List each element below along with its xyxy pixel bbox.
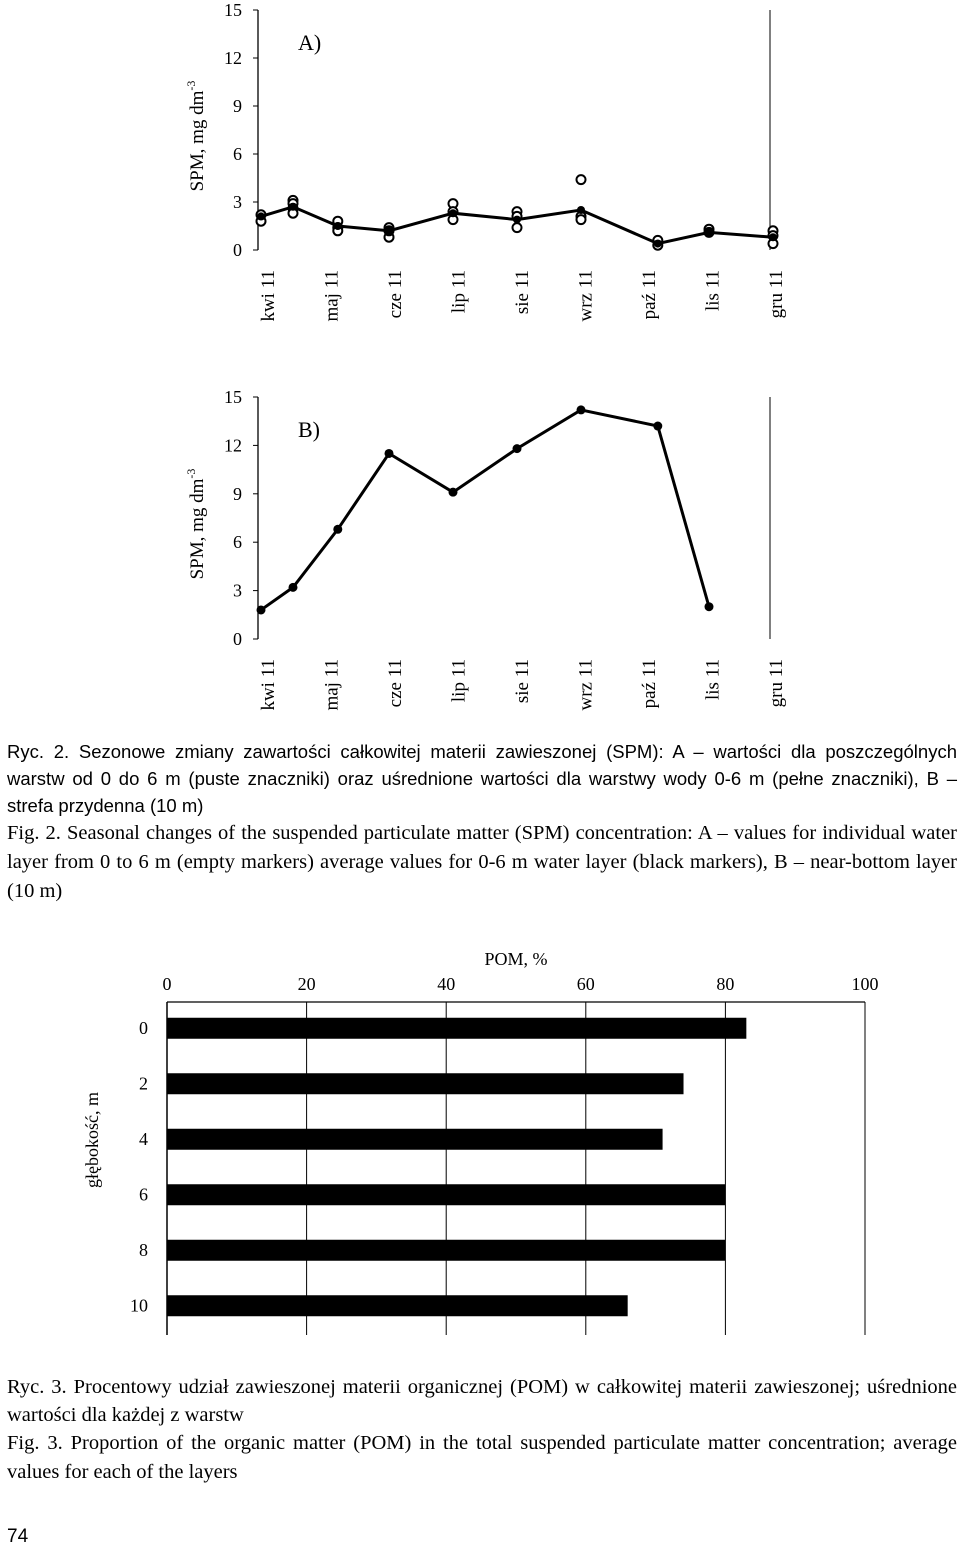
x-tick-label: lip 11: [448, 659, 470, 703]
x-tick-label: 0: [162, 974, 172, 994]
y-tick-label: 15: [224, 387, 242, 407]
mean-marker: [334, 222, 342, 230]
data-point: [385, 449, 394, 458]
mean-marker: [385, 227, 393, 235]
y-tick-label: 6: [139, 1184, 148, 1205]
mean-marker: [705, 228, 713, 236]
y-tick-label: 0: [233, 629, 242, 649]
bar: [167, 1295, 628, 1316]
y-tick-label: 0: [139, 1017, 148, 1038]
y-axis-label: [184, 469, 208, 580]
y-tick-label: 10: [130, 1295, 148, 1316]
x-tick-label: gru 11: [766, 659, 787, 708]
x-tick-label: lis 11: [702, 659, 724, 700]
x-tick-label: 100: [851, 974, 879, 994]
mean-marker: [257, 212, 265, 220]
y-axis-label: [184, 81, 208, 192]
data-point: [289, 583, 298, 592]
x-tick-label: cze 11: [385, 659, 406, 708]
open-marker: [513, 223, 522, 232]
mean-marker: [769, 233, 777, 241]
y-axis-label-unit-exponent: -3: [184, 80, 198, 91]
x-tick-label: paź 11: [639, 270, 660, 320]
mean-marker: [654, 240, 662, 248]
mean-marker: [449, 209, 457, 217]
series-line: [261, 410, 709, 610]
y-axis-label: głębokość, m: [82, 1092, 102, 1188]
chart-c-pom-depth: [0, 940, 960, 1360]
data-point: [333, 525, 342, 534]
y-tick-label: 8: [139, 1239, 148, 1260]
open-marker: [577, 215, 586, 224]
panel-label: B): [298, 417, 320, 442]
x-tick-label: lip 11: [448, 270, 470, 314]
x-axis-label: POM, %: [484, 949, 548, 969]
x-tick-label: gru 11: [766, 270, 787, 319]
x-tick-label: 20: [297, 974, 316, 994]
x-tick-label: kwi 11: [258, 270, 279, 322]
data-point: [257, 605, 266, 614]
figure-2-caption-english: Fig. 2. Seasonal changes of the suspended particulate matter (SPM) concentration: A – values for individual water layer from 0 to 6 m (empty markers) average values for 0-6 m water layer (black markers), B – near-bottom layer (10 m): [7, 822, 957, 902]
panel-label: A): [298, 30, 322, 55]
mean-marker: [513, 216, 521, 224]
bar: [167, 1073, 684, 1094]
y-tick-label: 6: [233, 144, 242, 164]
bar: [167, 1240, 725, 1261]
data-point: [449, 488, 458, 497]
y-tick-label: 0: [233, 240, 242, 260]
figure-2-caption: [7, 738, 957, 906]
data-point: [513, 444, 522, 453]
x-tick-label: lis 11: [702, 270, 724, 311]
x-tick-label: maj 11: [321, 270, 343, 322]
y-tick-label: 4: [139, 1128, 148, 1149]
y-axis-label-text: SPM, mg dm: [187, 478, 208, 580]
figure-3-caption: [7, 1373, 957, 1487]
x-tick-label: paź 11: [639, 659, 660, 709]
y-tick-label: 9: [233, 96, 242, 116]
chart-b-spm-near-bottom: [0, 385, 960, 725]
y-tick-label: 3: [233, 192, 242, 212]
data-point: [705, 602, 714, 611]
y-tick-label: 15: [224, 0, 242, 20]
y-tick-label: 12: [224, 48, 242, 68]
y-axis-label-unit-exponent: -3: [184, 468, 198, 479]
data-point: [577, 405, 586, 414]
x-tick-label: maj 11: [321, 659, 343, 711]
bar: [167, 1129, 663, 1150]
y-tick-label: 9: [233, 483, 242, 504]
x-tick-label: kwi 11: [258, 659, 279, 711]
figure-3-caption-polish: Ryc. 3. Procentowy udział zawieszonej materii organicznej (POM) w całkowitej materii zawieszonej; uśrednione wartości dla każdej z warstw: [7, 1376, 957, 1426]
bar: [167, 1018, 746, 1039]
y-tick-label: 6: [233, 532, 242, 553]
x-tick-label: 80: [716, 974, 735, 994]
x-tick-label: wrz 11: [575, 270, 597, 322]
y-axis-label-text: SPM, mg dm: [187, 90, 208, 192]
x-tick-label: 60: [576, 974, 595, 994]
y-tick-label: 3: [233, 580, 242, 601]
mean-marker: [289, 203, 297, 211]
figure-3-caption-english: Fig. 3. Proportion of the organic matter (POM) in the total suspended particulate matter concentration; average values for each of the layers: [7, 1432, 957, 1483]
x-tick-label: sie 11: [512, 659, 533, 704]
bar: [167, 1184, 725, 1205]
x-tick-label: sie 11: [512, 270, 533, 315]
mean-marker: [577, 206, 585, 214]
y-tick-label: 2: [139, 1073, 148, 1094]
x-tick-label: cze 11: [385, 270, 406, 319]
page-number: 74: [7, 1526, 29, 1547]
open-marker: [577, 175, 586, 184]
data-point: [653, 422, 662, 431]
figure-2-caption-polish: Ryc. 2. Sezonowe zmiany zawartości całkowitej materii zawieszonej (SPM): A – wartości dla poszczególnych warstw od 0 do 6 m (puste znaczniki) oraz uśrednione wartości dla warstwy wody 0-6 m (pełne znaczniki), B – strefa przydenna (10 m): [7, 741, 957, 816]
x-tick-label: wrz 11: [575, 659, 597, 711]
x-tick-label: 40: [437, 974, 456, 994]
y-tick-label: 12: [224, 435, 242, 456]
chart-a-spm-water-layers: [0, 0, 960, 345]
